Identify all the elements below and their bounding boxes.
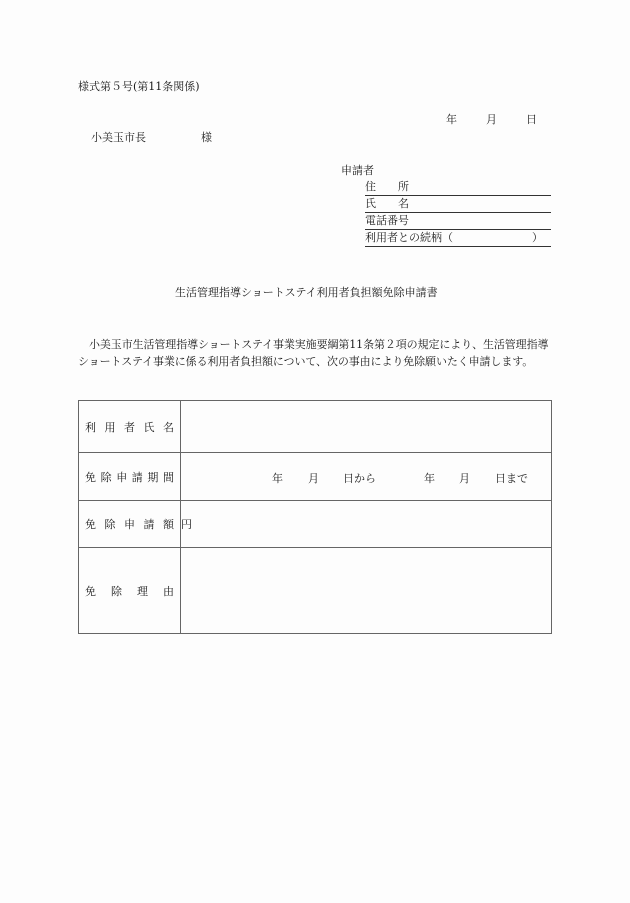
address-label: 住 所 bbox=[365, 180, 409, 193]
document-body: 小美玉市生活管理指導ショートステイ事業実施要綱第11条第２項の規定により、生活管理指導ショートステイ事業に係る利用者負担額について、次の事由により免除願いたく申請します。 bbox=[78, 338, 549, 368]
form-number: 様式第５号(第11条関係) bbox=[78, 80, 200, 93]
exemption-period-input[interactable] bbox=[181, 453, 552, 501]
to-month: 月 bbox=[459, 471, 470, 485]
date-year: 年 bbox=[446, 113, 457, 126]
yen-unit: 円 bbox=[181, 518, 192, 531]
to-year: 年 bbox=[424, 471, 435, 485]
to-day: 日まで bbox=[495, 471, 528, 485]
date-day: 日 bbox=[526, 113, 537, 126]
applicant-address-field[interactable] bbox=[365, 179, 551, 196]
relationship-close-paren: ） bbox=[532, 231, 543, 244]
exemption-period-label: 免除申請期間 bbox=[79, 453, 181, 501]
application-table bbox=[78, 400, 552, 634]
date-line bbox=[446, 113, 537, 127]
applicant-label: 申請者 bbox=[341, 164, 374, 177]
applicant-name-field[interactable] bbox=[365, 196, 551, 213]
table-row bbox=[79, 501, 552, 548]
exemption-amount-label: 免除申請額 bbox=[79, 501, 181, 548]
table-row bbox=[79, 453, 552, 501]
user-name-input[interactable] bbox=[181, 401, 552, 453]
document-title: 生活管理指導ショートステイ利用者負担額免除申請書 bbox=[175, 286, 438, 299]
applicant-phone-field[interactable] bbox=[365, 213, 551, 230]
user-name-label: 利用者氏名 bbox=[79, 401, 181, 453]
exemption-reason-label: 免除理由 bbox=[79, 548, 181, 634]
addressee-name: 小美玉市長 bbox=[91, 131, 146, 144]
exemption-amount-input[interactable] bbox=[181, 501, 552, 548]
honorific: 様 bbox=[201, 131, 212, 144]
addressee bbox=[91, 131, 212, 145]
name-label: 氏 名 bbox=[365, 197, 409, 210]
date-month: 月 bbox=[486, 113, 497, 126]
applicant-relationship-field[interactable] bbox=[365, 230, 551, 247]
relationship-label: 利用者との続柄（ bbox=[365, 231, 453, 244]
exemption-reason-input[interactable] bbox=[181, 548, 552, 634]
phone-label: 電話番号 bbox=[365, 214, 409, 227]
table-row bbox=[79, 401, 552, 453]
from-year: 年 bbox=[272, 471, 283, 485]
table-row bbox=[79, 548, 552, 634]
from-month: 月 bbox=[308, 471, 319, 485]
from-day: 日から bbox=[343, 471, 376, 485]
